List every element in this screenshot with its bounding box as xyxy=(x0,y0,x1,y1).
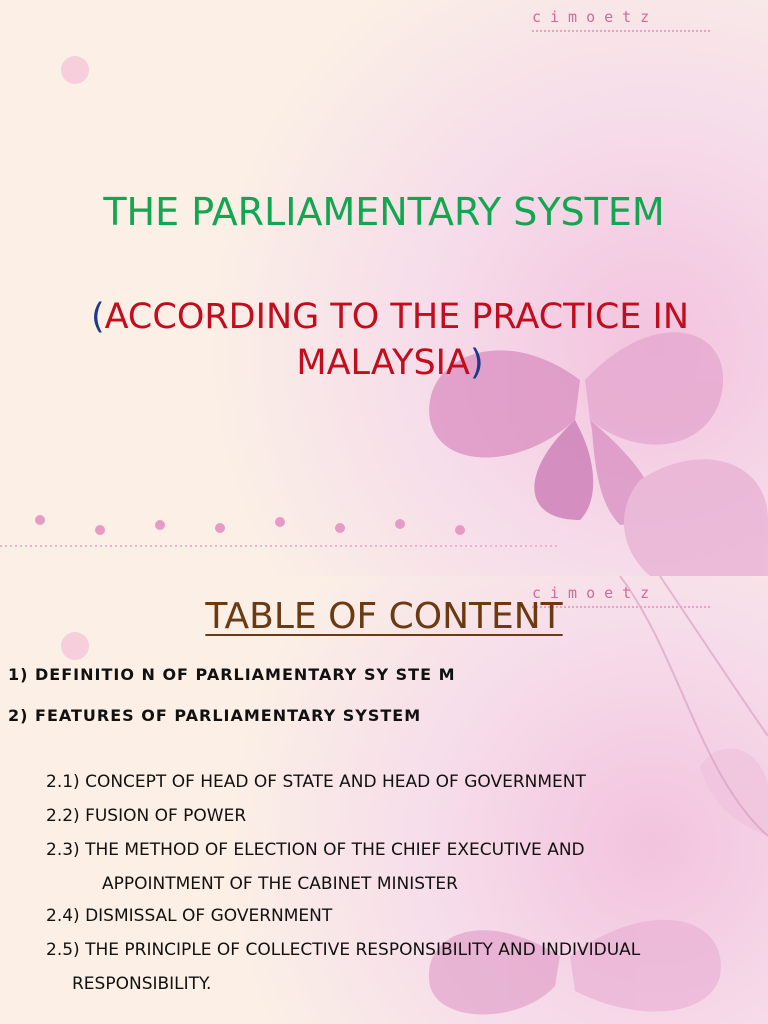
subtitle-line-1: ACCORDING TO THE PRACTICE IN xyxy=(104,297,690,337)
brand-logo: cimoetz xyxy=(532,8,659,26)
subtitle-line-2: MALAYSIA xyxy=(296,343,470,383)
toc-item: 1) DEFINITIO N OF PARLIAMENTARY SY STE M xyxy=(8,665,456,684)
toc-slide xyxy=(0,576,768,1024)
toc-subitem: 2.4) DISMISSAL OF GOVERNMENT xyxy=(46,906,333,926)
toc-title: TABLE OF CONTENT xyxy=(205,596,563,637)
logo-divider xyxy=(532,30,710,32)
close-paren: ) xyxy=(469,343,484,383)
slide-subtitle xyxy=(40,294,740,386)
brand-logo: cimoetz xyxy=(532,584,659,602)
toc-subitem: 2.5) THE PRINCIPLE OF COLLECTIVE RESPONSIBILITY AND INDIVIDUAL xyxy=(46,940,641,960)
toc-subitem: 2.2) FUSION OF POWER xyxy=(46,806,247,826)
toc-subitem-continued: APPOINTMENT OF THE CABINET MINISTER xyxy=(102,874,458,894)
toc-subitem: 2.3) THE METHOD OF ELECTION OF THE CHIEF EXECUTIVE AND xyxy=(46,840,585,860)
open-paren: ( xyxy=(90,297,105,337)
slide-title: THE PARLIAMENTARY SYSTEM xyxy=(103,190,665,234)
toc-item: 2) FEATURES OF PARLIAMENTARY SYSTEM xyxy=(8,706,422,725)
toc-subitem: 2.1) CONCEPT OF HEAD OF STATE AND HEAD OF GOVERNMENT xyxy=(46,772,586,792)
toc-subitem-continued: RESPONSIBILITY. xyxy=(72,974,212,994)
